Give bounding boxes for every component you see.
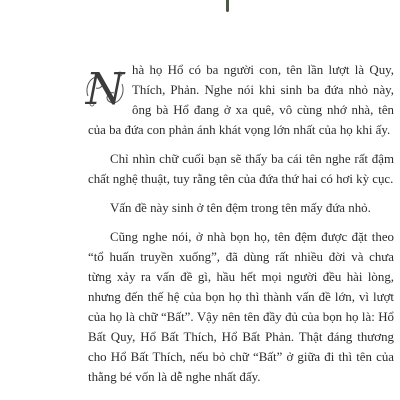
- drop-cap: [82, 66, 128, 114]
- top-decoration: [226, 0, 229, 12]
- paragraph-4: Cũng nghe nói, ở nhà bọn họ, tên đệm được đặt theo “tổ huấn truyền xuống”, đã dùng rất nhiều đời và chưa từng xảy ra vấn đề gì, hầu hết mọi người đều hài lòng, nhưng đến thế hệ của bọn họ thì thành vấn đề lớn, vì lượt của họ là chữ “Bất”. Vậy nên tên đầy đủ của bọn họ là: Hổ Bất Quy, Hổ Bất Thích, Hổ Bất Phản. Thật đáng thương cho Hổ Bất Thích, nếu bỏ chữ “Bất” ở giữa đi thì tên của thằng bé vốn là dễ nghe nhất đấy.: [88, 230, 394, 384]
- drop-cap-letter: N: [85, 64, 125, 115]
- text-page: [85, 60, 394, 396]
- paragraph-1-text: hà họ Hổ có ba người con, tên lần lượt là Quy, Thích, Phản. Nghe nói khi sinh ba đứa nhỏ này, ông bà Hổ đang ở xa quê, vô cùng nhớ nhà, tên của ba đứa con phản ánh khát vọng lớn nhất của họ khi ấy.: [88, 63, 394, 137]
- paragraph-1: [85, 60, 394, 140]
- paragraph-2: Chỉ nhìn chữ cuối bạn sẽ thấy ba cái tên nghe rất đậm chất nghệ thuật, tuy rằng tên của đứa thứ hai có hơi kỳ cục.: [88, 152, 394, 186]
- paragraph-3: Vấn đề này sinh ở tên đệm trong tên mấy đứa nhỏ.: [110, 201, 371, 215]
